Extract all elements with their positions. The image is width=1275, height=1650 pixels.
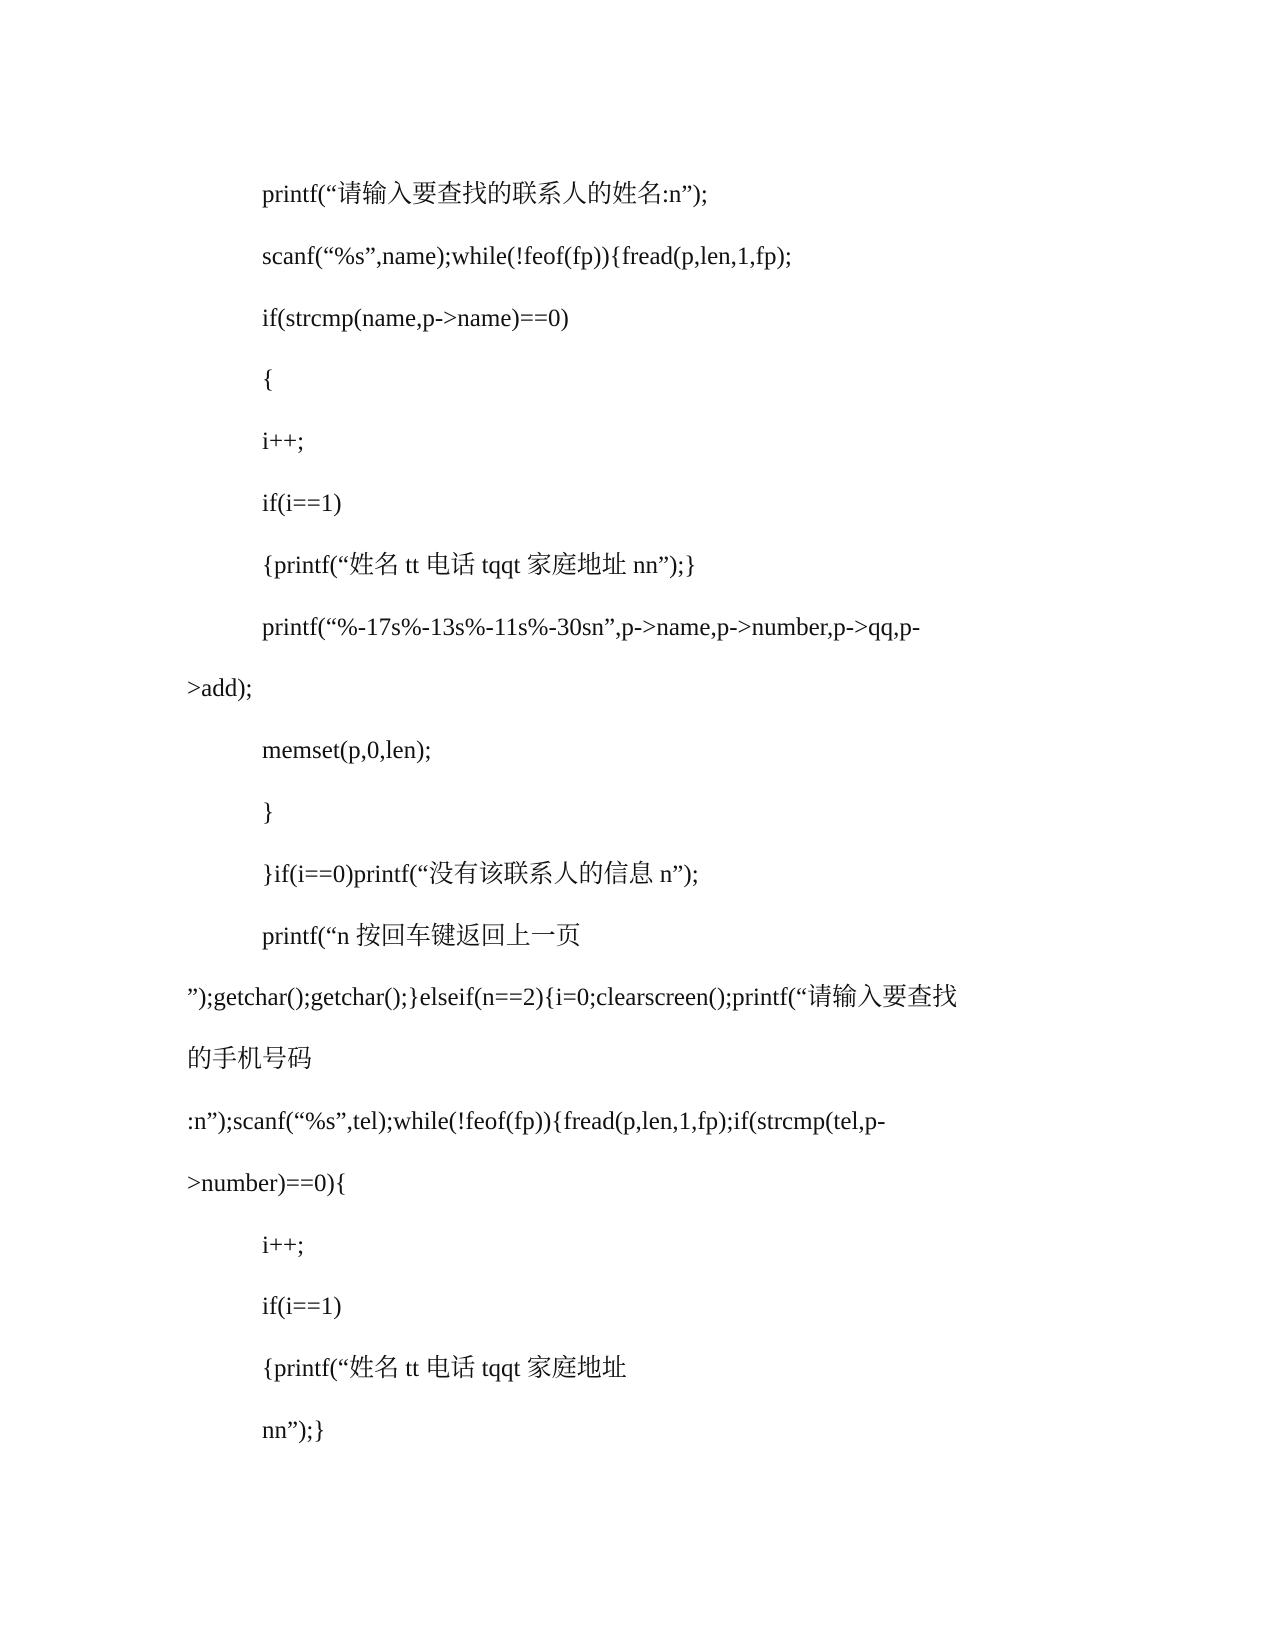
code-line: } [262,798,274,826]
code-line-wrapped: ”);getchar();getchar();}elseif(n==2){i=0;clearscreen();printf(“请输入要查找 [187,984,958,1012]
code-line-wrapped: :n”);scanf(“%s”,tel);while(!feof(fp)){fread(p,len,1,fp);if(strcmp(tel,p- [187,1107,886,1135]
code-line: scanf(“%s”,name);while(!feof(fp)){fread(p,len,1,fp); [262,242,792,270]
code-line: {printf(“姓名 tt 电话 tqqt 家庭地址 nn”);} [262,551,697,579]
code-line-wrapped: 的手机号码 [187,1046,313,1074]
code-line: if(i==1) [262,1293,342,1321]
code-line: i++; [262,1231,305,1259]
code-line: printf(“请输入要查找的联系人的姓名:n”); [262,181,708,208]
code-line: nn”);} [262,1416,326,1444]
code-line: printf(“%-17s%-13s%-11s%-30sn”,p->name,p->number,p->qq,p- [262,613,921,641]
code-line-wrapped: >number)==0){ [187,1169,347,1197]
code-listing [187,164,1087,1462]
code-line-wrapped: >add); [187,675,253,703]
code-line: memset(p,0,len); [262,737,432,765]
code-line: {printf(“姓名 tt 电话 tqqt 家庭地址 [262,1355,627,1383]
code-line: if(strcmp(name,p->name)==0) [262,304,569,332]
code-line: }if(i==0)printf(“没有该联系人的信息 n”); [262,860,699,888]
code-line: if(i==1) [262,489,342,517]
code-line: printf(“n 按回车键返回上一页 [262,922,581,950]
code-line: { [262,366,274,394]
code-line: i++; [262,428,305,456]
